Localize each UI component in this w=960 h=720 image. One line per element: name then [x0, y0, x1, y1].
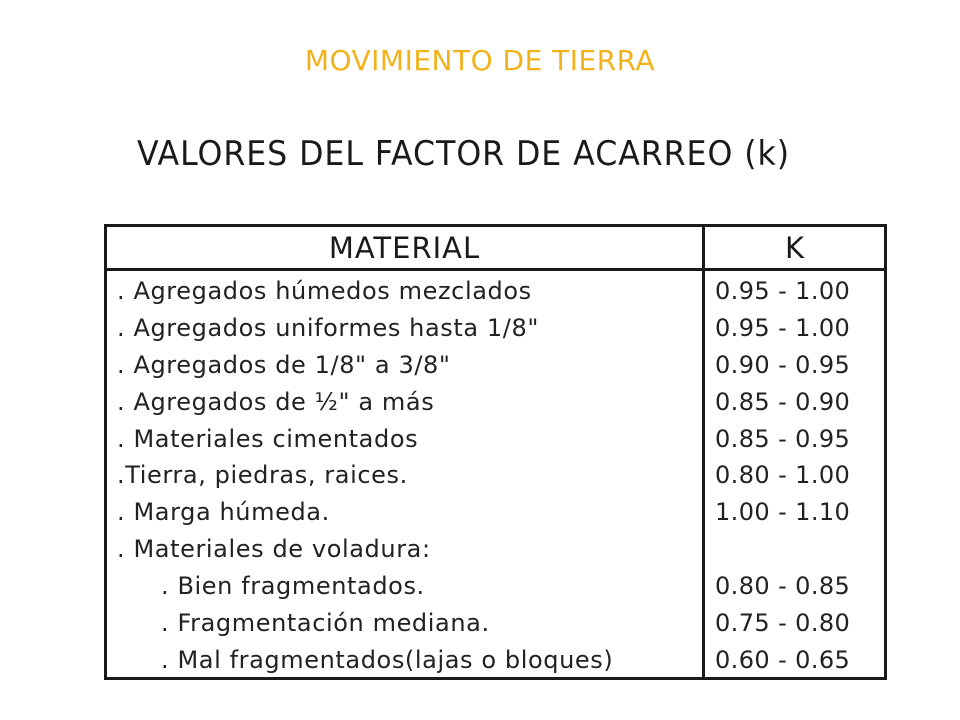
- table-row: [107, 423, 884, 460]
- k-cell: 0.60 - 0.65: [715, 645, 851, 674]
- table-row: [107, 496, 884, 533]
- material-cell: . Bien fragmentados.: [161, 572, 425, 601]
- table-row: [107, 349, 884, 386]
- k-cell: 1.00 - 1.10: [715, 498, 851, 527]
- k-cell: 0.80 - 1.00: [715, 461, 851, 490]
- material-cell: . Materiales de voladura:: [117, 535, 431, 564]
- k-cell: 0.75 - 0.80: [715, 609, 851, 638]
- table-row: [107, 386, 884, 423]
- header-material: MATERIAL: [328, 231, 481, 265]
- table-row: [107, 275, 884, 312]
- material-cell: . Materiales cimentados: [117, 424, 419, 453]
- material-cell: . Agregados uniformes hasta 1/8": [117, 313, 539, 342]
- table-title: VALORES DEL FACTOR DE ACARREO (k): [137, 134, 791, 174]
- material-cell: . Agregados de 1/8" a 3/8": [117, 350, 451, 379]
- k-cell: 0.80 - 0.85: [715, 572, 851, 601]
- table-row: [107, 312, 884, 349]
- slide-title: MOVIMIENTO DE TIERRA: [304, 44, 656, 77]
- k-cell: 0.95 - 1.00: [715, 277, 851, 305]
- material-cell: . Fragmentación mediana.: [161, 609, 490, 638]
- table-row: [107, 570, 884, 607]
- material-cell: .Tierra, piedras, raices.: [117, 461, 408, 490]
- k-cell: 0.95 - 1.00: [715, 313, 851, 342]
- table-row: [107, 533, 884, 570]
- table-body: [107, 275, 884, 681]
- table-row: [107, 459, 884, 496]
- table-row: [107, 607, 884, 644]
- material-cell: . Marga húmeda.: [117, 498, 330, 527]
- k-cell: 0.90 - 0.95: [715, 350, 851, 379]
- k-cell: 0.85 - 0.95: [715, 424, 851, 453]
- header-k: K: [784, 231, 805, 265]
- k-cell: 0.85 - 0.90: [715, 387, 851, 416]
- material-cell: . Agregados húmedos mezclados: [117, 277, 532, 305]
- material-cell: . Mal fragmentados(lajas o bloques): [161, 645, 614, 674]
- header-divider: [107, 268, 884, 271]
- table-row: [107, 644, 884, 681]
- material-cell: . Agregados de ½" a más: [117, 387, 435, 416]
- haul-factor-table: [104, 224, 887, 680]
